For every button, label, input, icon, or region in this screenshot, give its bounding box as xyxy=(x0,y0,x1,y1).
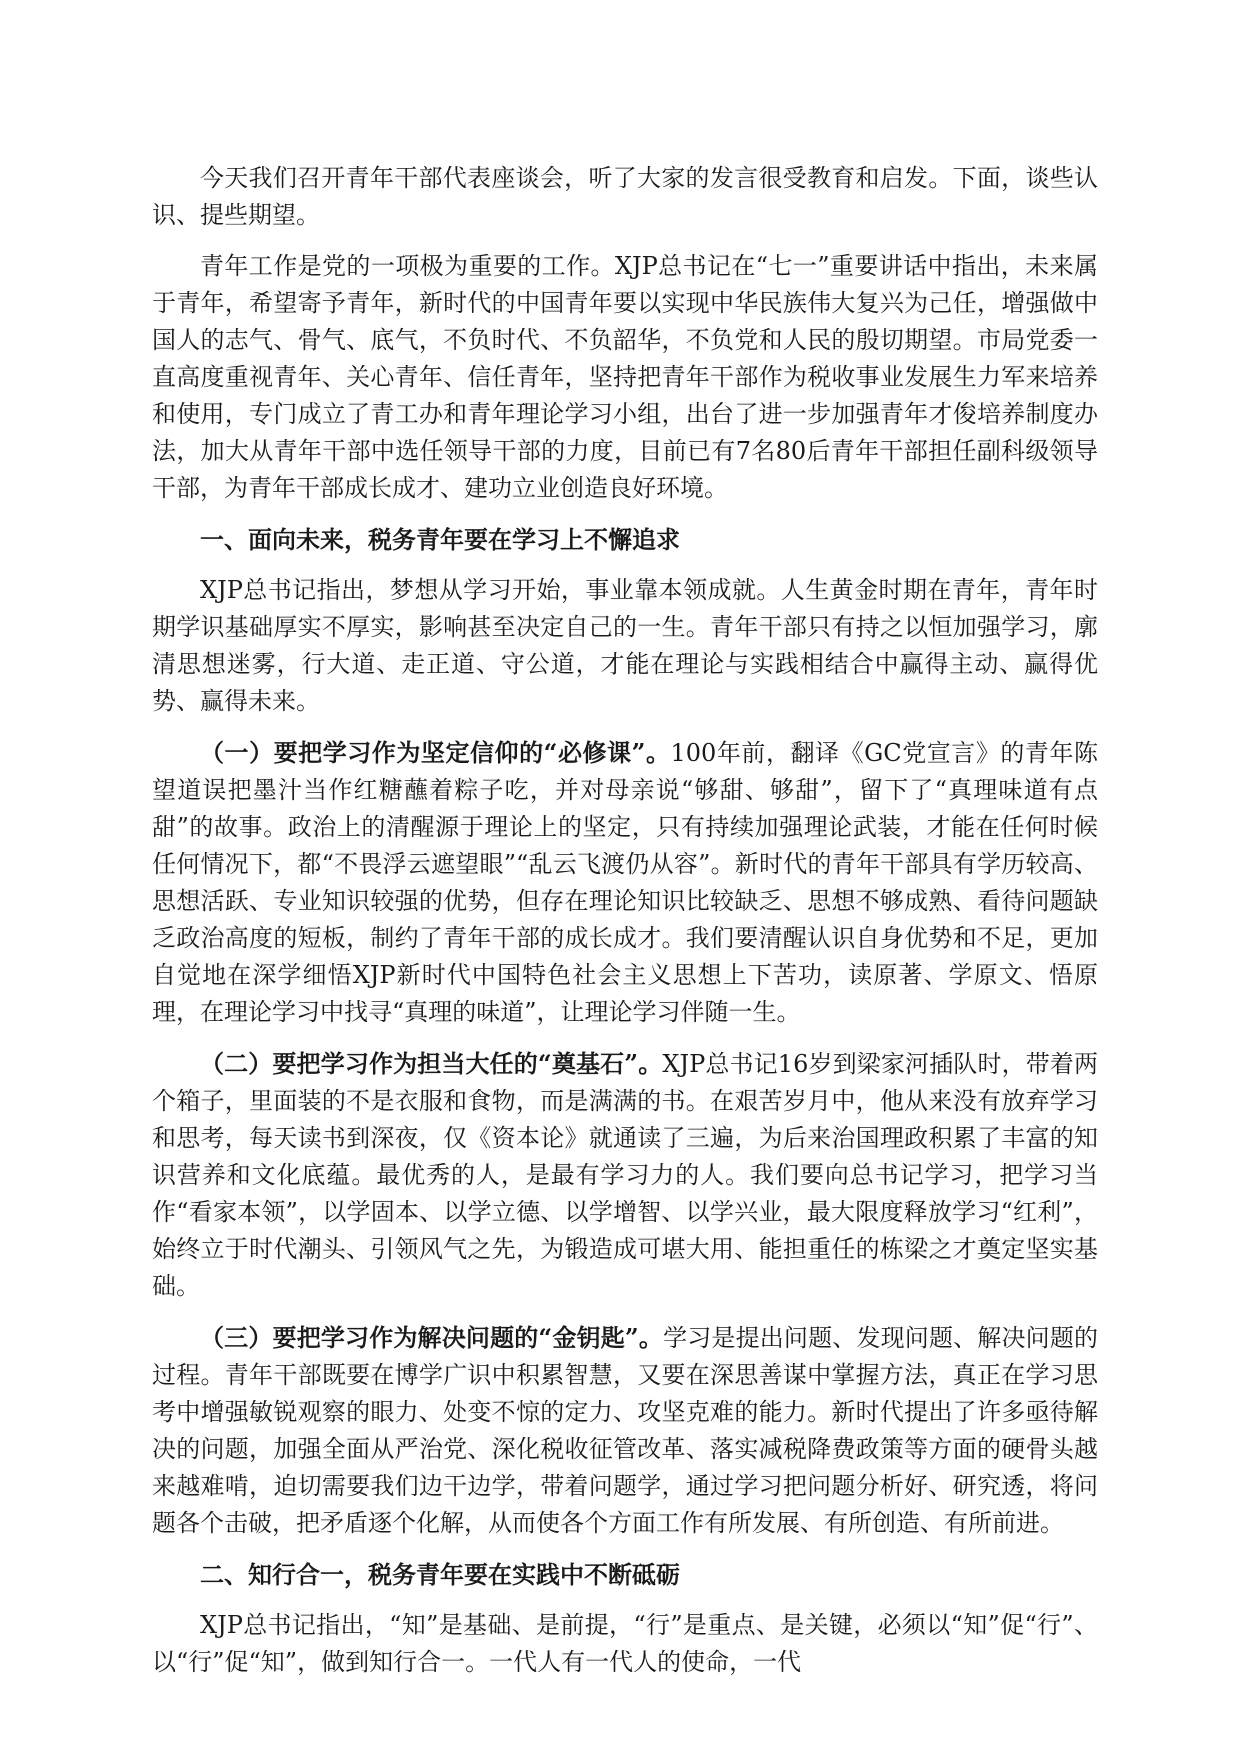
subsection-2-body: XJP总书记16岁到梁家河插队时，带着两个箱子，里面装的不是衣服和食物，而是满满的书。在艰苦岁月中，他从来没有放弃学习和思考，每天读书到深夜，仅《资本论》就通读了三遍，为后来治国理政积累了丰富的知识营养和文化底蕴。最优秀的人，是最有学习力的人。我们要向总书记学习，把学习当作“看家本领”，以学固本、以学立德、以学增智、以学兴业，最大限度释放学习“红利”，始终立于时代潮头、引领风气之先，为锻造成可堪大用、能担重任的栋梁之才奠定坚实基础。 xyxy=(152,1050,1098,1300)
youth-work-paragraph: 青年工作是党的一项极为重要的工作。XJP总书记在“七一”重要讲话中指出，未来属于青年，希望寄予青年，新时代的中国青年要以实现中华民族伟大复兴为己任，增强做中国人的志气、骨气、底气，不负时代、不负韶华，不负党和人民的殷切期望。市局党委一直高度重视青年、关心青年、信任青年，坚持把青年干部作为税收事业发展生力军来培养和使用，专门成立了青工办和青年理论学习小组，出台了进一步加强青年才俊培养制度办法，加大从青年干部中选任领导干部的力度，目前已有7名80后青年干部担任副科级领导干部，为青年干部成长成才、建功立业创造良好环境。 xyxy=(152,252,1098,502)
intro-paragraph: 今天我们召开青年干部代表座谈会，听了大家的发言很受教育和启发。下面，谈些认识、提些期望。 xyxy=(152,164,1098,229)
subsection-3-paragraph xyxy=(152,1319,1098,1542)
section-2-intro-paragraph: XJP总书记指出，“知”是基础、是前提，“行”是重点、是关键，必须以“知”促“行”、以“行”促“知”，做到知行合一。一代人有一代人的使命，一代 xyxy=(152,1611,1098,1676)
subsection-1-paragraph xyxy=(152,734,1098,1031)
subsection-3-lead: （三）要把学习作为解决问题的“金钥匙”。 xyxy=(200,1323,664,1352)
subsection-1-lead: （一）要把学习作为坚定信仰的“必修课”。 xyxy=(200,738,671,767)
subsection-3-body: 学习是提出问题、发现问题、解决问题的过程。青年干部既要在博学广识中积累智慧，又要在深思善谋中掌握方法，真正在学习思考中增强敏锐观察的眼力、处变不惊的定力、攻坚克难的能力。新时代提出了许多亟待解决的问题，加强全面从严治党、深化税收征管改革、落实减税降费政策等方面的硬骨头越来越难啃，迫切需要我们边干边学，带着问题学，通过学习把问题分析好、研究透，将问题各个击破，把矛盾逐个化解，从而使各个方面工作有所发展、有所创造、有所前进。 xyxy=(152,1324,1098,1537)
section-heading-1: 一、面向未来，税务青年要在学习上不懈追求 xyxy=(200,525,680,554)
subsection-1-body: 100年前，翻译《GC党宣言》的青年陈望道误把墨汁当作红糖蘸着粽子吃，并对母亲说“够甜、够甜”，留下了“真理味道有点甜”的故事。政治上的清醒源于理论上的坚定，只有持续加强理论武装，才能在任何时候任何情况下，都“不畏浮云遮望眼”“乱云飞渡仍从容”。新时代的青年干部具有学历较高、思想活跃、专业知识较强的优势，但存在理论知识比较缺乏、思想不够成熟、看待问题缺乏政治高度的短板，制约了青年干部的成长成才。我们要清醒认识自身优势和不足，更加自觉地在深学细悟XJP新时代中国特色社会主义思想上下苦功，读原著、学原文、悟原理，在理论学习中找寻“真理的味道”，让理论学习伴随一生。 xyxy=(152,739,1099,1026)
subsection-2-paragraph xyxy=(152,1045,1098,1305)
section-1-intro-paragraph: XJP总书记指出，梦想从学习开始，事业靠本领成就。人生黄金时期在青年，青年时期学识基础厚实不厚实，影响甚至决定自己的一生。青年干部只有持之以恒加强学习，廓清思想迷雾，行大道、走正道、守公道，才能在理论与实践相结合中赢得主动、赢得优势、赢得未来。 xyxy=(152,576,1098,715)
subsection-2-lead: （二）要把学习作为担当大任的“奠基石”。 xyxy=(200,1049,663,1078)
section-heading-2: 二、知行合一，税务青年要在实践中不断砥砺 xyxy=(200,1560,680,1589)
